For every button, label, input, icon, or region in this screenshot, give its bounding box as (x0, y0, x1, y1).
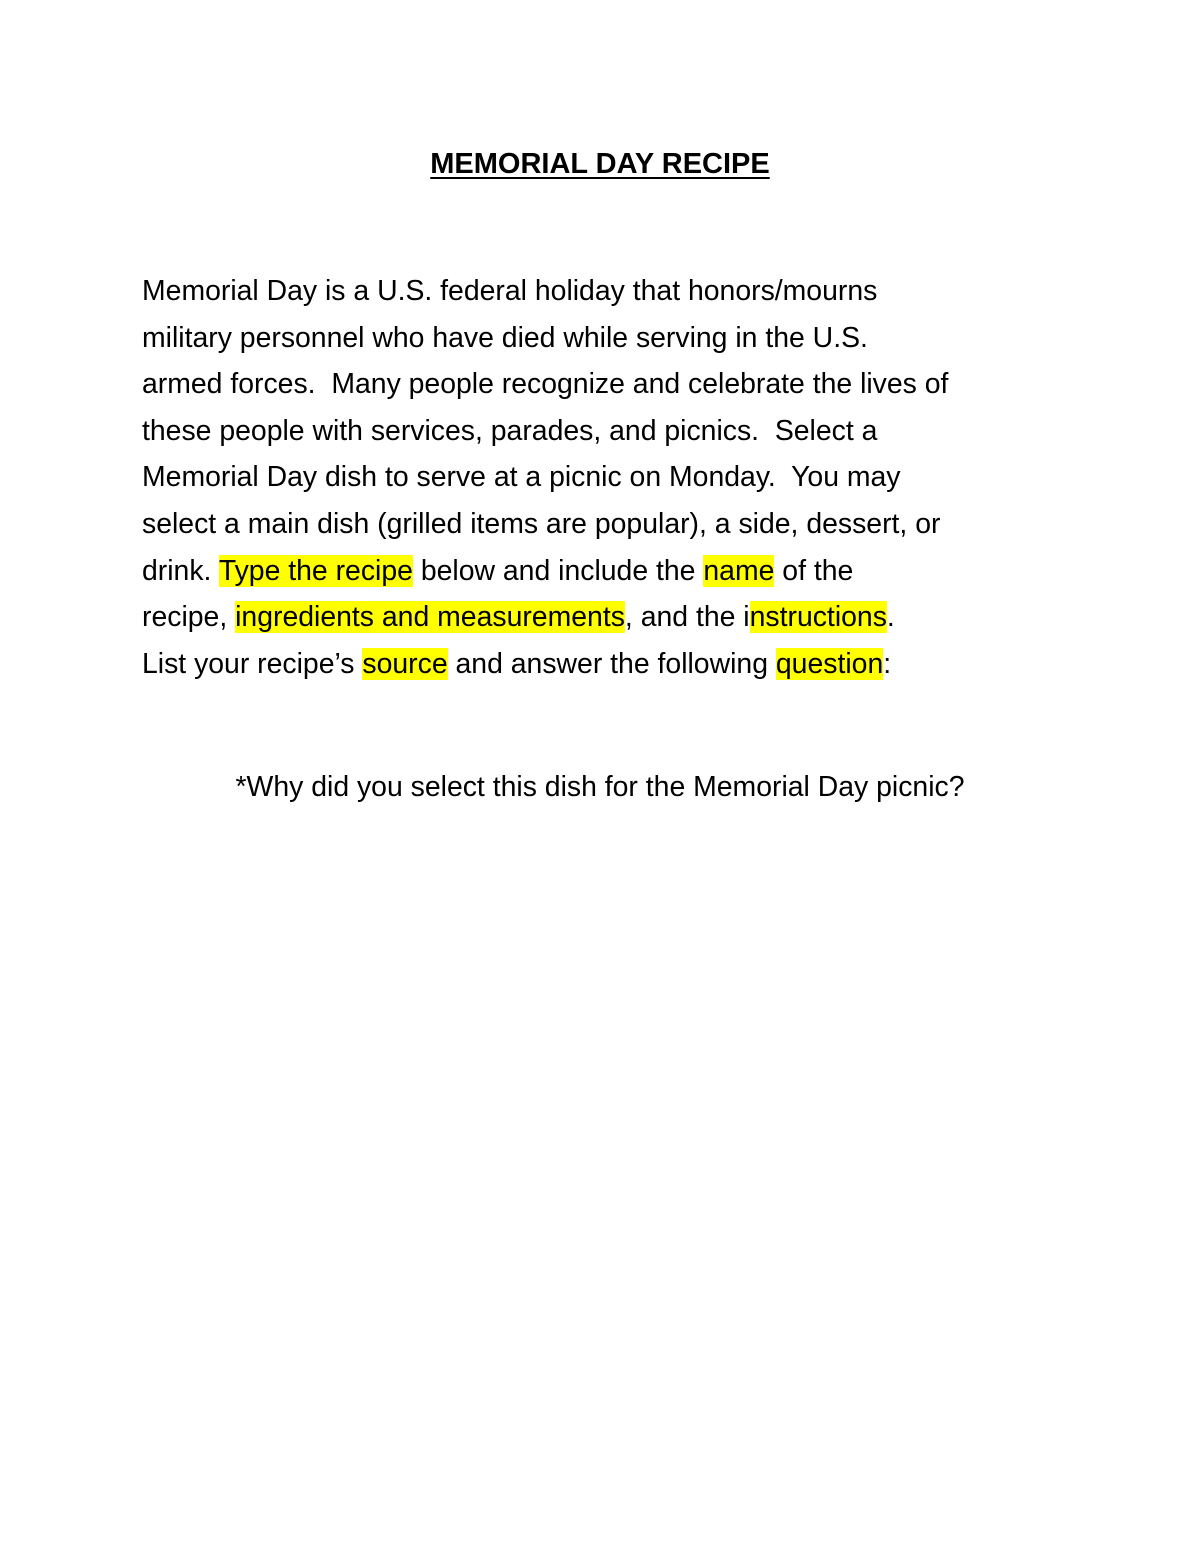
highlighted-phrase: nstructions (749, 601, 887, 634)
paragraph-text: List your recipe’s (142, 647, 363, 680)
paragraph-line (142, 501, 1102, 548)
paragraph-text: , and the i (624, 601, 750, 634)
paragraph-text: . (886, 601, 895, 634)
highlighted-phrase: question (775, 647, 884, 680)
instructions-paragraph (142, 268, 1102, 687)
paragraph-text: armed forces. Many people recognize and celebrate the lives of (142, 368, 949, 401)
paragraph-line (142, 454, 1102, 501)
reflection-question: *Why did you select this dish for the Memorial Day picnic? (235, 771, 965, 803)
paragraph-text: recipe, (142, 601, 236, 634)
paragraph-text: drink. (142, 554, 219, 587)
paragraph-line (142, 548, 1102, 595)
highlighted-phrase: source (362, 647, 448, 680)
paragraph-text: these people with services, parades, and picnics. Select a (142, 414, 878, 447)
paragraph-line (142, 641, 1102, 688)
paragraph-text: below and include the (412, 554, 704, 587)
paragraph-line (142, 408, 1102, 455)
paragraph-text: : (883, 647, 892, 680)
highlighted-phrase: name (703, 554, 775, 587)
document-title-text: MEMORIAL DAY RECIPE (430, 148, 770, 180)
highlighted-phrase: ingredients and measurements (235, 601, 625, 634)
highlighted-phrase: Type the recipe (218, 554, 413, 587)
paragraph-text: select a main dish (grilled items are popular), a side, dessert, or (142, 507, 941, 540)
paragraph-text: Memorial Day is a U.S. federal holiday that honors/mourns (142, 275, 878, 307)
paragraph-line (142, 315, 1102, 362)
paragraph-text: of the (774, 554, 854, 587)
paragraph-text: Memorial Day dish to serve at a picnic on Monday. You may (142, 461, 901, 494)
paragraph-text: military personnel who have died while serving in the U.S. (142, 321, 868, 354)
paragraph-line (142, 594, 1102, 641)
paragraph-line (142, 268, 1102, 315)
document-title (0, 142, 1200, 186)
paragraph-line (142, 361, 1102, 408)
paragraph-text: and answer the following (447, 647, 776, 680)
